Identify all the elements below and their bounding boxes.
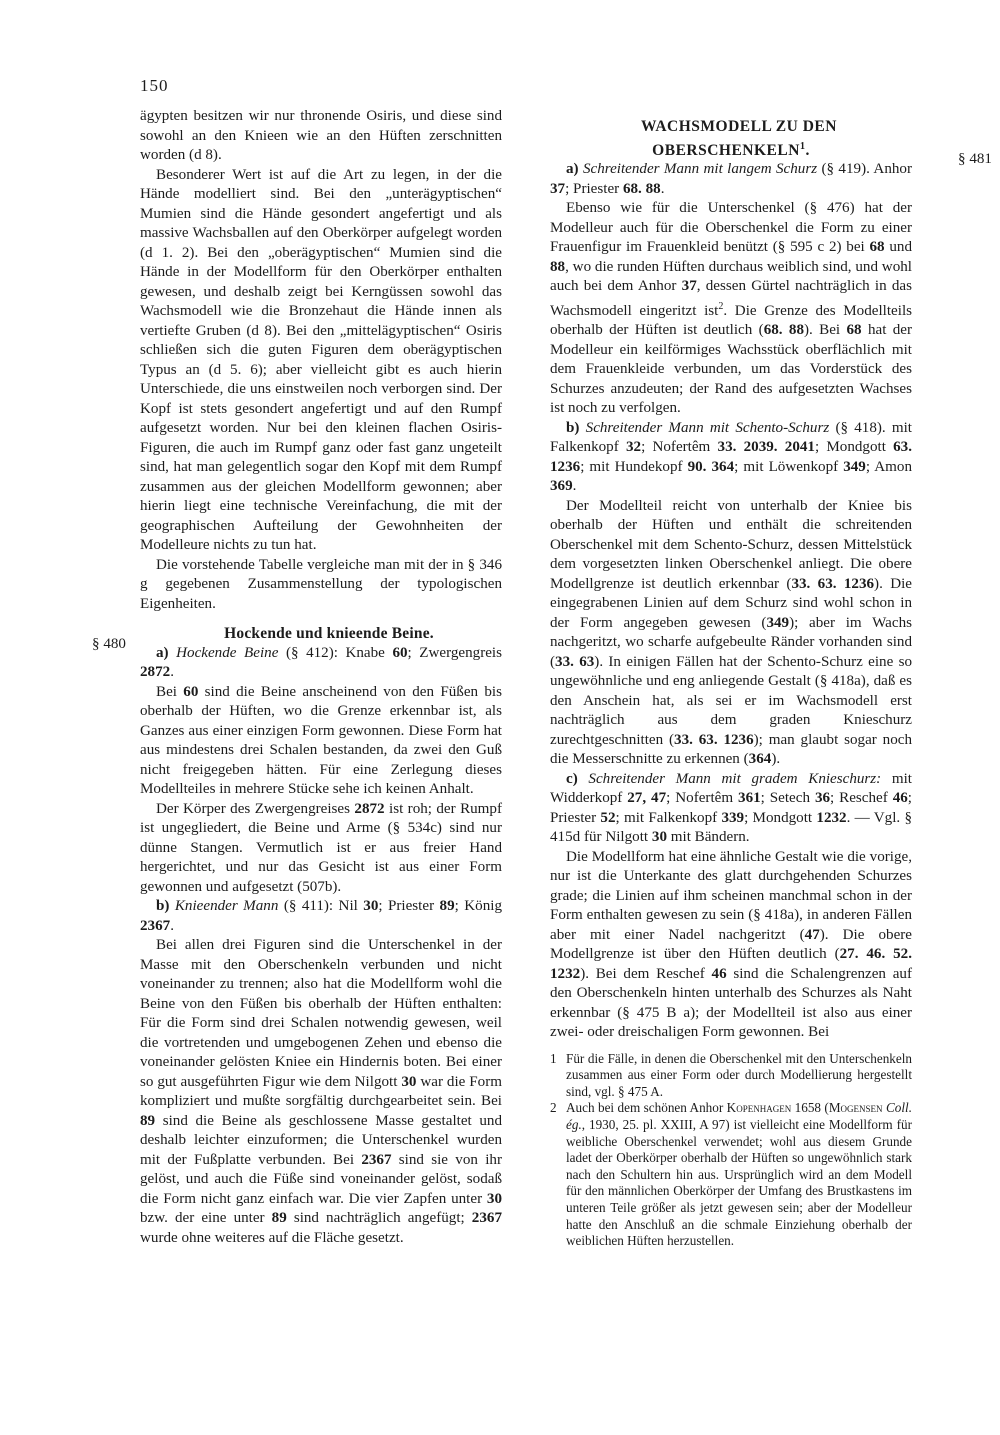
section-heading: Hockende und knieende Beine.: [224, 625, 434, 642]
subsection-title: Schreitender Mann mit gradem Knieschurz:: [588, 770, 882, 787]
paragraph: Ebenso wie für die Unterschenkel (§ 476) hat der Modelleur auch für die Oberschenkel die Form zu einer Frauenfigur im Frauenkleid benützt (§ 595 c 2) bei 68 und 88, wo die runden Hüften durchaus weiblich sind, und wohl auch bei dem Anhor 37, dessen Gürtel nachträglich in das Wachsmodell eingeritzt ist$^2$. Die Grenze des Modellteils oberhalb der Hüften ist deutlich (68. 88). Bei 68 hat der Modelleur ein keilförmiges Wachsstück oberflächlich mit dem Frauenkleide verbunden, um das Vorderstück des Schurzes anzudeuten; der Rand des aufgesetzten Wachses ist noch zu verfolgen.: [550, 200, 913, 417]
subsection-label: a): [566, 161, 579, 178]
footnote-number: 1: [550, 1050, 557, 1066]
subsection-a: a) Hockende Beine (§ 412): Knabe 60; Zwergengreis 2872.: [140, 644, 502, 680]
paragraph: Die Modellform hat eine ähnliche Gestalt wie die vorige, nur ist die Unterkante des glatt durchgehenden Schurzes grade; die Linien auf ihm scheinen manchmal schon in der Form enthalten gewesen zu sein (§ 418a), in anderen Fällen aber mit einer Nadel nachgeritzt (47). Die obere Modellgrenze ist über den Hüften deutlich (27. 46. 52. 1232). Bei dem Reschef 46 sind die Schalengrenzen auf den Oberschenkeln hinten unterhalb des Schurzes als Naht erkennbar (§ 475 B a); der Modellteil ist also aus einer zwei- oder dreischaligen Form gewonnen. Bei: [550, 848, 912, 1041]
subsection-b: b) Schreitender Mann mit Schento-Schurz (§ 418). mit Falkenkopf 32; Nofertêm 33. 2039. 2041; Mondgott 63. 1236; mit Hundekopf 90. 364; mit Löwenkopf 349; Amon 369.: [550, 419, 913, 495]
right-column: [550, 107, 912, 1250]
subsection-a: a) Schreitender Mann mit langem Schurz (§ 419). Anhor 37; Priester 68. 88.: [550, 161, 912, 197]
subsection-b: b) Knieender Mann (§ 411): Nil 30; Priester 89; König 2367.: [140, 898, 502, 934]
section-heading: WACHSMODELL ZU DEN OBERSCHENKELN$^1$.: [641, 118, 837, 159]
left-column: [140, 107, 502, 1248]
subsection-label: c): [566, 770, 578, 787]
paragraph: Bei allen drei Figuren sind die Unterschenkel in der Masse mit den Oberschenkeln verbunden und nicht voneinander zu trennen; also hat die Modellform wohl die Beine von den Füßen bis oberhalb der Hüften enthalten: Für die Form sind drei Schalen notwendig gewesen, weil die vortretenden und umgebogenen Zehen und ebenso die voneinander gelösten Kniee ein Hindernis boten. Bei einer so gut ausgeführten Figur wie dem Nilgott 30 war die Form kompliziert und mußte sorgfältig durchgearbeitet sein. Bei 89 sind die Beine als geschlossene Masse gestaltet und deshalb leichter einzuformen; die Unterschenkel wurden mit der Fußplatte verbunden. Bei 2367 sind sie von ihr gelöst, und auch die Füße sind voneinander gelöst, sodaß die Form nicht ganz einfach war. Die vier Zapfen unter 30 bzw. der eine unter 89 sind nachträglich angefügt; 2367 wurde ohne weiteres auf die Fläche gesetzt.: [140, 937, 502, 1246]
subsection-label: a): [156, 644, 169, 661]
paragraph: Die vorstehende Tabelle vergleiche man mit der in § 346 g gegebenen Zusammenstellung der typologischen Eigenheiten.: [140, 556, 502, 612]
paragraph: Besonderer Wert ist auf die Art zu legen, in der die Hände modelliert sind. Bei den „unterägyptischen“ Mumien sind die Hände gesondert angefertigt und als massive Wachsballen auf den Oberkörper aufgelegt worden (d 1. 2). Bei den „oberägyptischen“ Mumien sind die Hände in der Modellform für den Oberkörper enthalten gewesen, und deshalb zeigt bei Kerngüssen sowohl das Wachsmodell wie die Bronzehaut die Hände innen als vertiefte Gruben (d 8). Bei den „mittelägyptischen“ Osiris schließen sich die guten Figuren dem oberägyptischen Typus an (d 5. 6); aber vielleicht gibt es auch hierin Unterschiede, die uns einstweilen noch verborgen sind. Der Kopf ist stets gesondert angefertigt und auf den Rumpf aufgesetzt worden. Nur bei den kleinen flachen Osiris-Figuren, die auch im Rumpf ganz oder fast ganz ungeteilt sind, hat man gelegentlich sogar den Kopf mit dem Rumpf zusammen aus der gleichen Modellform gewonnen; aber hierin liegt eine technische Vereinfachung, die mit der geographischen Aufteilung der Gewohnheiten der Modelleure nichts zu tun hat.: [140, 166, 502, 553]
page-number: 150: [140, 76, 169, 95]
footnote: 1 Für die Fälle, in denen die Oberschenkel mit den Unterschenkeln zusammen aus einer Form oder durch Modellierung hergestellt sind, vgl. § 475 A.: [550, 1050, 912, 1099]
footnotes: [550, 1051, 912, 1250]
footnote-number: 2: [550, 1100, 557, 1116]
paragraph: ägypten besitzen wir nur thronende Osiris, und diese sind sowohl an den Knieen wie an den Hüften zerschnitten worden (d 8).: [140, 108, 502, 163]
subsection-title: Schreitender Mann mit langem Schurz: [582, 161, 818, 178]
paragraph: Bei 60 sind die Beine anscheinend von den Füßen bis oberhalb der Hüften, wo die Grenze erkennbar ist, als Ganzes aus einer einzigen Form gewonnen. Diese Form hat aus mindestens drei Schalen bestanden, da zwei den Guß nicht freigegeben hätten. Für eine Zerlegung dieses Modellteiles in mehrere Stücke sehe ich keinen Anhalt.: [140, 683, 502, 797]
section-marker-481: § 481: [958, 151, 992, 167]
subsection-title: Hockende Beine: [176, 644, 279, 661]
paragraph: Der Körper des Zwergengreises 2872 ist roh; der Rumpf ist ungegliedert, die Beine und Arme (§ 534c) sind nur dünne Stangen. Vermutlich ist er aus freier Hand hergerichtet, und nur das Gesicht ist aus einer Form gewonnen und aufgesetzt (507b).: [140, 800, 502, 895]
subsection-c: c) Schreitender Mann mit gradem Knieschurz: mit Widderkopf 27, 47; Nofertêm 361; Setech 36; Reschef 46; Priester 52; mit Falkenkopf 339; Mondgott 1232. — Vgl. § 415d für Nilgott 30 mit Bändern.: [550, 770, 912, 846]
subsection-label: b): [156, 898, 170, 914]
subsection-label: b): [566, 419, 580, 436]
subsection-title: Schreitender Mann mit Schento-Schurz: [585, 419, 830, 436]
paragraph: Der Modellteil reicht von unterhalb der Kniee bis oberhalb der Hüften und enthält die schreitenden Oberschenkel mit dem Schento-Schurz, dessen Mittelstück dem vorgesetzten linken Oberschenkel anliegt. Die obere Modellgrenze ist deutlich erkennbar (33. 63. 1236). Die eingegrabenen Linien auf dem Schurz sind wohl schon in der Form angegeben gewesen (349); aber im Wachs nachgeritzt, wo scharfe aufgebeulte Ränder vorhanden sind (33. 63). In einigen Fällen hat der Schento-Schurz eine so ungewöhnliche und eng anliegende Gestalt (§ 418a), daß es den Anschein hat, als sei er im Wachsmodell erst nachträglich aus dem graden Knieschurz zurechtgeschnitten (33. 63. 1236); man glaubt sogar noch die Messerschnitte zu erkennen (364).: [550, 497, 913, 768]
subsection-title: Knieender Mann: [174, 898, 279, 914]
section-marker-480: § 480: [92, 636, 126, 652]
footnote: 2 Auch bei dem schönen Anhor Kopenhagen 1658 (Mogensen Coll. ég., 1930, 25. pl. XXIII, A 97) ist vielleicht eine Modellform für weibliche Oberschenkel verwendet; wohl aus diesem Grunde ladet der Oberkörper oberhalb der Hüften so ungewöhnlich stark nach den Schultern hin aus. Ursprünglich wird an dem Modell für den männlichen Oberkörper der Umfang des Brustkastens im unteren Teile größer als jetzt gewesen sein; aber der Modelleur hatte den Anschluß an die schmale Einziehung oberhalb der weiblichen Hüften herzustellen.: [550, 1100, 912, 1249]
